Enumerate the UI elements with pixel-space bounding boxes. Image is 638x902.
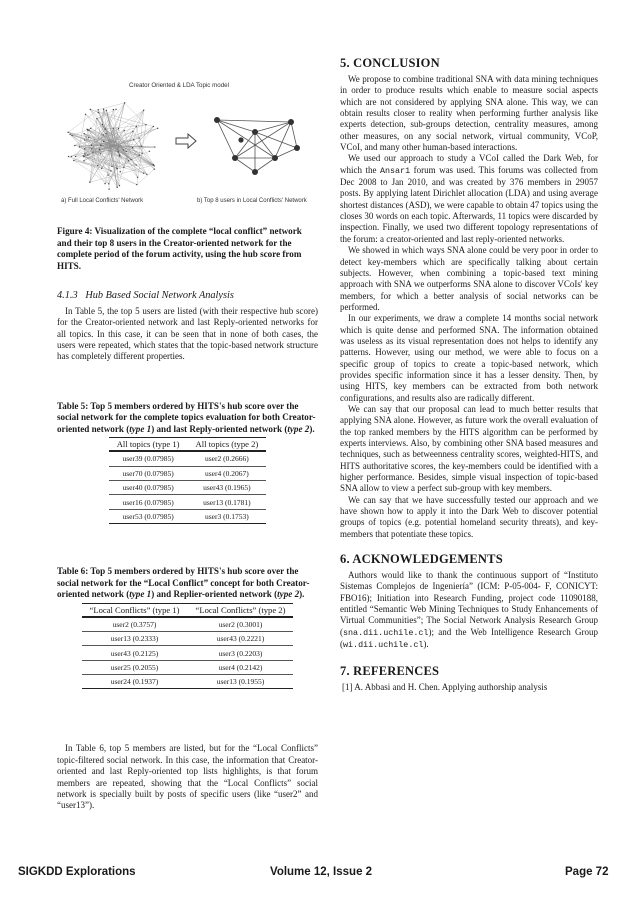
table-6-header-2: “Local Conflicts” (type 2) — [188, 603, 294, 617]
reference-1: [1] A. Abbasi and H. Chen. Applying authorship analysis — [342, 681, 548, 692]
table-row: user43 (0.2125) user3 (0.2203) — [82, 646, 294, 660]
subsection-heading — [57, 290, 318, 301]
figure-4-caption: Figure 4: Visualization of the complete “local conflict” network and their top 8 users in the Creator-oriented network for the complete period of the forum activity, using the hub score from HITS. — [57, 226, 302, 271]
full-network-graph — [59, 93, 169, 193]
arrow-icon — [175, 133, 197, 149]
top-users-graph — [205, 110, 305, 180]
conclusion-p5: We can say that our proposal can lead to much better results that applying SNA alone. However, as future work the overall evaluation of the top ranked members by the HITS algorithm can be performed by experts interviews. Also, by combining other SNA based measures and techniques, such as betweenness centrality scores, weighted-HITS, and HITS authoritative scores, the key-members could be identified with a higher performance. Besides, simple visual inspection of topic-based SNA allow to view a perfect sub-group with key members. — [340, 403, 598, 494]
subsection-number: 4.1.3 — [57, 290, 78, 301]
table-row: user70 (0.07985) user4 (0.2067) — [109, 466, 267, 480]
table-row: user39 (0.07985) user2 (0.2666) — [109, 451, 267, 466]
conclusion-p6: We can say that we have successfully tested our approach and we have shown how to apply it into the Dark Web to discover potential groups of topics (e.g. potential homeland security threats), and key-members that potentiate these topics. — [340, 494, 598, 539]
subsection-title: Hub Based Social Network Analysis — [85, 290, 234, 301]
left-column — [57, 48, 318, 812]
footer-volume: Volume 12, Issue 2 — [270, 866, 373, 878]
table-5-header-2: All topics (type 2) — [188, 438, 267, 452]
table-row: user53 (0.07985) user3 (0.1753) — [109, 509, 267, 523]
table-5 — [109, 437, 267, 524]
footer-page: Page 72 — [565, 866, 609, 878]
subsection-paragraph: In Table 5, the top 5 users are listed (with their respective hub score) for the Creator-oriented network and last Reply-oriented networks for all topics. In this case, it can be seen that in none of both cases, the users were repeated, which states that the topic-based network structure has completely different properties. — [57, 306, 318, 362]
table-row: user24 (0.1937) user13 (0.1955) — [82, 675, 294, 689]
conclusion-heading: 5. CONCLUSION — [340, 56, 440, 70]
conclusion-p3: We showed in which ways SNA alone could be very poor in order to detect key-members which are specifically talking about certain subjects. However, when combining a topic-based text mining approach with SNA we outperforms SNA alone to discover VCoIs' key members, for which a better analysis of social networks can be performed. — [340, 245, 598, 312]
table-5-header-1: All topics (type 1) — [109, 438, 188, 452]
right-column — [340, 48, 598, 693]
table-row: user40 (0.07985) user43 (0.1965) — [109, 480, 267, 494]
table-row: user13 (0.2333) user43 (0.2221) — [82, 631, 294, 645]
table-6 — [82, 603, 294, 690]
figure-label-a: a) Full Local Conflicts' Network — [61, 198, 144, 204]
footer-journal: SIGKDD Explorations — [18, 866, 136, 878]
references-heading: 7. REFERENCES — [340, 663, 440, 678]
table-row: user16 (0.07985) user13 (0.1781) — [109, 495, 267, 509]
table-6-caption: Table 6: Top 5 members ordered by HITS's hub score over the social network for the “Local Conflict” concept for both Creator-oriented network (type 1) and Replier-oriented network (type 2). — [57, 566, 310, 600]
conclusion-p1: We propose to combine traditional SNA with data mining techniques in order to produce results which enable to measure social aspects which are not considered by applying SNA alone. This way, we can obtain results closer to reality when performing further analysis like experts detection, sub-groups detection, centrality measures, among other measures, on any social network, virtual community, VCoP, VCoI, and many other human-based interactions. — [340, 74, 598, 153]
table-5-caption: Table 5: Top 5 members ordered by HITS's hub score over the social network for the complete topics evaluation for both Creator-oriented network (type 1) and last Reply-oriented network (type 2). — [57, 400, 316, 434]
conclusion-p4: In our experiments, we draw a complete 14 months social network which is quite dense and performed SNA. The information obtained was useless as its visual representation does not helps to identify any patterns. However, using our method, we were able to focus on a specific group of topics to create a topic-based network, which provides specific information since it has a lesser density. Then, by using HITS, key members can be extracted from both network configurations, and results also are radically different. — [340, 313, 598, 403]
table-row: user2 (0.3757) user2 (0.3001) — [82, 617, 294, 632]
figure-label-b: b) Top 8 users in Local Conflicts' Network — [197, 198, 307, 204]
figure-title: Creator Oriented & LDA Topic model — [129, 82, 229, 89]
acknowledgements-heading: 6. ACKNOWLEDGEMENTS — [340, 552, 503, 567]
conclusion-p2: We used our approach to study a VCoI called the Dark Web, for which the Ansar1 forum was used. This forums was collected from Dec 2008 to Jan 2010, and was created by 376 members in 29057 posts. By applying latent Dirichlet allocation (LDA) and using average shortest distances (ASD), we were capable to obtain 47 topics using the closes 30 words on each topic. Afterwards, 11 topics were discarded by inspection. Finally, we used two different topology representations of the forum: a creator-oriented and last reply-oriented networks. — [340, 153, 598, 244]
table-6-header-1: “Local Conflicts” (type 1) — [82, 603, 188, 617]
table-row: user25 (0.2055) user4 (0.2142) — [82, 660, 294, 674]
figure-4 — [57, 48, 318, 216]
acknowledgements-paragraph: Authors would like to thank the continuous support of “Instituto Sistemas Complejos de Ingeniería” (ICM: P-05-004- F, CONICYT: FBO16); Initiation into Research Funding, project code 11090188, entitled “Semantic Web Mining Techniques to Study Enhancements of Virtual Communities”; The Social Network Analysis Research Group (sna.dii.uchile.cl); and the Web Intelligence Research Group (wi.dii.uchile.cl). — [340, 570, 598, 651]
left-paragraph-2: In Table 6, top 5 members are listed, but for the “Local Conflicts” topic-filtered social network. In this case, the information that Creator-oriented and last Reply-oriented top lists highlights, is that forum members are repeated, showing that the “Local Conflicts” social network is specially built by posts of specific users (like “user2” and “user13”). — [57, 743, 318, 811]
